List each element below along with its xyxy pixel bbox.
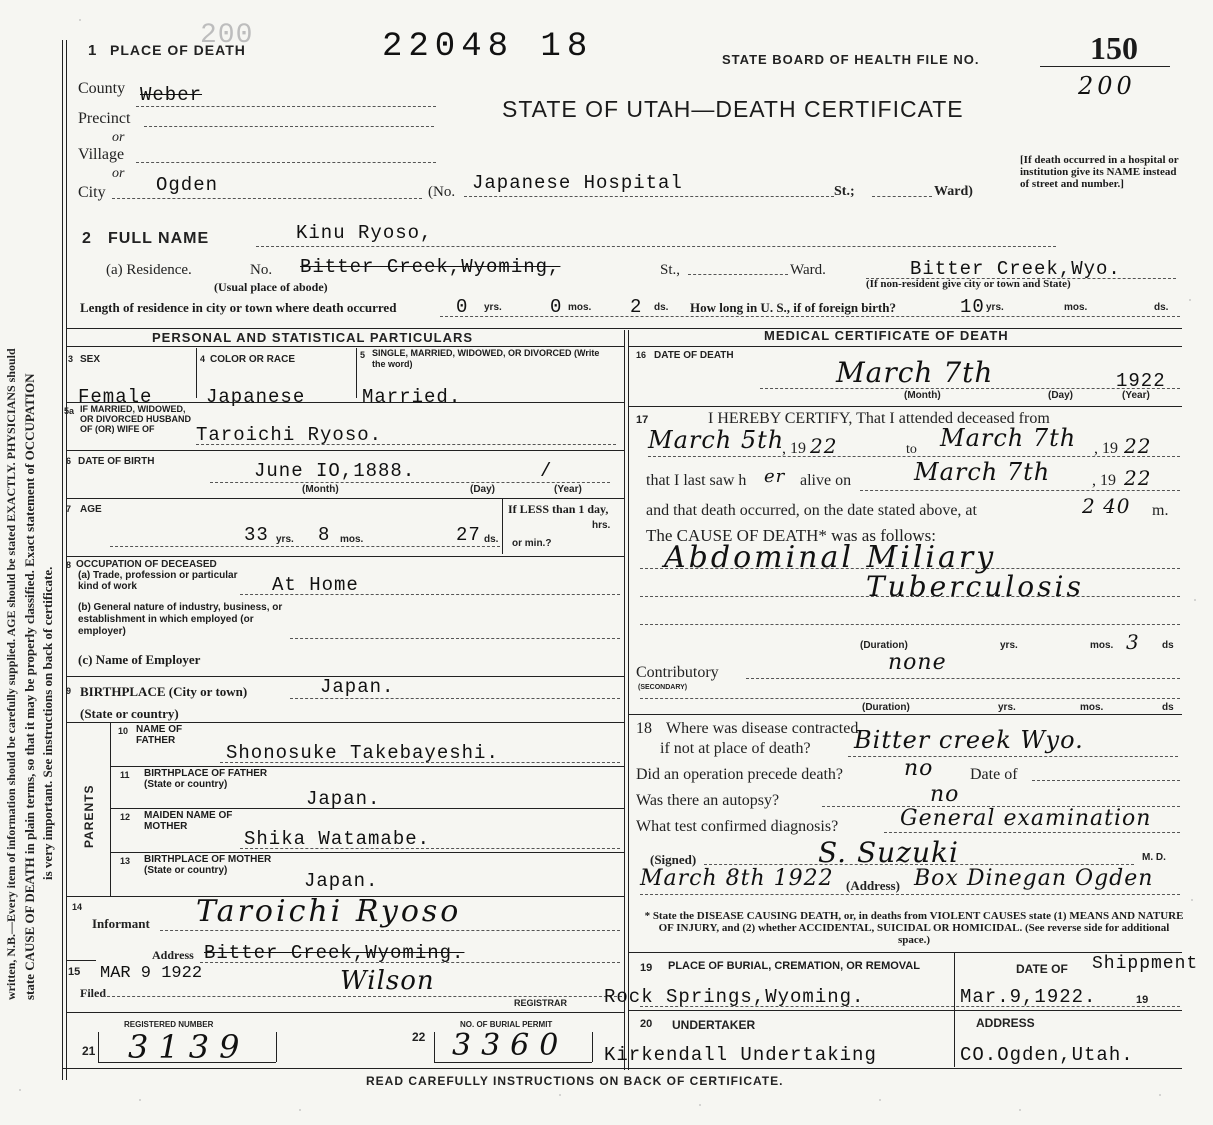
certify-text: I HEREBY CERTIFY, That I attended deceased from xyxy=(708,410,1050,427)
margin-note-1: written, N.B.—Every item of information should be carefully supplied. AGE should be stated EXACTLY. PHYSICIANS should xyxy=(4,348,18,1000)
us-ds-label: ds. xyxy=(1154,302,1169,313)
if-not-label: if not at place of death? xyxy=(660,740,811,757)
last-saw-label: that I last saw h xyxy=(646,472,747,489)
mother-bp-value: Japan. xyxy=(304,870,379,892)
residence-ward-label: Ward. xyxy=(790,262,826,278)
test-value: General examination xyxy=(900,806,1152,831)
num-3: 3 xyxy=(68,354,74,364)
autopsy-value: no xyxy=(930,782,960,807)
undertaker-value: Kirkendall Undertaking xyxy=(604,1044,877,1066)
burial-permit-value: 3360 xyxy=(452,1028,569,1063)
undertaker-address: CO.Ogden,Utah. xyxy=(960,1044,1134,1066)
or-min-label: or min.? xyxy=(512,538,552,549)
county-label: County xyxy=(78,80,126,97)
residence-label: (a) Residence. xyxy=(106,262,192,278)
duration-ds-value: 3 xyxy=(1126,630,1140,654)
burial-permit-label: NO. OF BURIAL PERMIT xyxy=(460,1020,553,1029)
st-label: St.; xyxy=(834,184,855,199)
undertaker-address-label: ADDRESS xyxy=(976,1016,1035,1030)
num-7: 7 xyxy=(66,504,72,514)
burial-date-extra: Shippment xyxy=(1092,954,1199,974)
birthplace-label: BIRTHPLACE (City or town) xyxy=(80,684,248,699)
cause-line-1: Abdominal Miliary xyxy=(664,540,997,575)
burial-date-label: DATE OF xyxy=(1016,962,1068,976)
footer-instructions: READ CAREFULLY INSTRUCTIONS ON BACK OF CERTIFICATE. xyxy=(366,1074,784,1088)
age-label: AGE xyxy=(80,504,102,515)
occupation-value: At Home xyxy=(272,574,359,596)
autopsy-label: Was there an autopsy? xyxy=(636,792,780,809)
duration-mos-2: mos. xyxy=(1080,702,1104,713)
address-label: (Address) xyxy=(846,878,900,893)
contributory-label: Contributory xyxy=(636,664,719,681)
num-2: 2 xyxy=(82,230,91,247)
father-bp-label: BIRTHPLACE OF FATHER (State or country) xyxy=(144,768,268,790)
dob-year-label: (Year) xyxy=(554,484,582,495)
dob-value: June IO,1888. xyxy=(254,460,416,482)
place-of-death-label: PLACE OF DEATH xyxy=(110,42,246,58)
dod-year-label: (Year) xyxy=(1122,390,1150,401)
num-13: 13 xyxy=(120,856,131,866)
us-mos-label: mos. xyxy=(1064,302,1088,313)
date-of-label: Date of xyxy=(970,766,1018,783)
dob-month-label: (Month) xyxy=(302,484,339,495)
margin-note-3: is very important. See instructions on back of certificate. xyxy=(40,566,55,880)
mother-label: MAIDEN NAME OF MOTHER xyxy=(144,810,233,832)
dob-mark: / xyxy=(540,460,553,482)
age-ds-label: ds. xyxy=(484,534,499,545)
md-label: M. D. xyxy=(1142,852,1166,863)
registrar-signature: Wilson xyxy=(340,966,435,996)
dod-day-label: (Day) xyxy=(1048,390,1074,401)
date-of-death-label: DATE OF DEATH xyxy=(654,350,734,361)
alive-date: March 7th xyxy=(914,458,1051,486)
attended-from-year: 22 xyxy=(810,434,838,458)
num-10: 10 xyxy=(118,726,129,736)
duration-yrs-1: yrs. xyxy=(1000,640,1018,651)
parents-label: PARENTS xyxy=(82,784,96,848)
village-label: Village xyxy=(78,146,125,163)
state-country-label: (State or country) xyxy=(80,706,179,721)
burial-19-label: 19 xyxy=(1136,994,1149,1006)
age-mos-label: mos. xyxy=(340,534,364,545)
stamp-number: 22048 18 xyxy=(382,28,594,66)
reg-num-label: REGISTERED NUMBER xyxy=(124,1020,214,1029)
length-ds-label: ds. xyxy=(654,302,669,313)
us-yrs: 10 xyxy=(960,296,985,318)
city-label: City xyxy=(78,184,106,201)
color-label: COLOR OR RACE xyxy=(210,354,295,365)
hospital-note: [If death occurred in a hospital or institution give its NAME instead of street and number.] xyxy=(1020,154,1179,190)
informant-label: Informant xyxy=(92,916,150,931)
length-mos: 0 xyxy=(550,296,563,318)
father-value: Shonosuke Takebayeshi. xyxy=(226,742,499,764)
num-16: 16 xyxy=(636,350,647,360)
last-saw-hand: er xyxy=(764,466,786,487)
file-no: 150 xyxy=(1090,30,1138,66)
death-certificate: written, N.B.—Every item of information should be carefully supplied. AGE should be stated EXACTLY. PHYSICIANS should state CAUSE OF DEATH in plain terms, so that it may be properly classified. Exact statement of OCCUPATION is very important. See instructions on back of certificate. 1 PLACE OF DEATH 200 22048 18 STATE BOARD OF HEALTH FILE NO. 150 200 STATE OF UTAH—DEATH CERTIFICATE County Weber Precinct or Village or City Ogden (No. Japanese Hospital St.; Ward) [If death occurred in a hospital or institution give its NAME instead of street and number.] 2 FULL NAME Kinu Ryoso, (a) Residence. No. Bitter Creek,Wyoming, St., Ward. Bitter Creek,Wyo. (Usual place of abode) (If non-resident give city or town and State) Length of residence in city or town where death occurred 0 yrs. 0 mos. 2 ds. How long in U. S., if of foreign birth? 10 yrs. mos. ds. PERSONAL AND STATISTICAL PARTICULARS 3 SEX 4 COLOR OR RACE 5 SINGLE, MARRIED, WIDOWED, OR DIVORCED (Write the word) Female Japanese Married. 5a IF MARRIED, WIDOWED, OR DIVORCED HUSBAND OF (OR) WIFE OF Taroichi Ryoso. 6 DATE OF BIRTH June IO,1888. / (Month) (Day) (Year) 7 AGE 33 yrs. 8 mos. 27 ds. If LESS than 1 day, hrs. or min.? 8 OCCUPATION OF DECEASED (a) Trade, profession or particular kind of work At Home (b) General nature of industry, business, or establishment in which employed (or employer) (c) Name of Employer 9 BIRTHPLACE (City or town) Japan. (State or country) PARENTS 10 NAME OF FATHER Shonosuke Takebayeshi. 11 BIRTHPLACE OF FATHER (State or country) Japan. 12 MAIDEN NAME OF MOTHER Shika Watamabe. 13 BIRTHPLACE OF MOTHER (State or country) Japan. 14 Informant Taroichi Ryoso Address Bitter Creek,Wyoming. 15 MAR 9 1922 Filed Wilson REGISTRAR REGISTERED NUMBER NO. OF BURIAL PERMIT 21 3139 22 3360 MEDICAL CERTIFICATE OF DEATH 16 DATE OF DEATH March 7th 1922 (Month) (Day) (Year) 17 I HEREBY CERTIFY, That I attended deceased from March 5th , 19 22 to March 7th , 19 22 that I last saw h er alive on March 7th , 19 22 and that death occurred, on the date stated above, at 2 40 m. The CAUSE OF DEATH* was as follows: Abdominal Miliary Tuberculosis (Duration) yrs. mos. 3 ds Contributory (SECONDARY) none (Duration) yrs. mos. ds 18 Where was disease contracted if not at place of death? Bitter creek Wyo. Did an operation precede death? no Date of Was there an autopsy? no What test confirmed diagnosis? General examination (Signed) S. Suzuki M. D. March 8th 1922 (Address) Box Dinegan Ogden * State the DISEASE CAUSING DEATH, or, in deaths from VIOLENT CAUSES state (1) MEANS AND NATURE OF INJURY, and (2) whether ACCIDENTAL, SUICIDAL OR HOMICIDAL. (See reverse side for additional space.) 19 PLACE OF BURIAL, CREMATION, OR REMOVAL DATE OF Shippment Rock Springs,Wyoming. Mar.9,1922. 19 20 UNDERTAKER ADDRESS Kirkendall Undertaking CO.Ogden,Utah. READ CAREFULLY INSTRUCTIONS ON BACK OF CERTIFICATE. xyxy=(0,0,1213,1125)
num-21: 21 xyxy=(82,1044,96,1058)
margin-note-2: state CAUSE OF DEATH in plain terms, so that it may be properly classified. Exact statement of OCCUPATION xyxy=(22,373,37,1000)
num-5: 5 xyxy=(360,350,366,360)
reg-num-value: 3139 xyxy=(128,1028,250,1066)
filed-label: Filed xyxy=(80,986,106,1000)
pm-label: m. xyxy=(1152,502,1169,519)
father-bp-value: Japan. xyxy=(306,788,381,810)
mother-value: Shika Watamabe. xyxy=(244,828,431,850)
occupation-b-label: (b) General nature of industry, business, or establishment in which employed (or employer) xyxy=(78,602,283,637)
num-14: 14 xyxy=(72,902,83,912)
spouse-value: Taroichi Ryoso. xyxy=(196,424,383,446)
operation-label: Did an operation precede death? xyxy=(636,766,844,783)
spouse-label: IF MARRIED, WIDOWED, OR DIVORCED HUSBAND OF (OR) WIFE OF xyxy=(80,404,192,434)
footnote: * State the DISEASE CAUSING DEATH, or, in deaths from VIOLENT CAUSES state (1) MEANS AND NATURE OF INJURY, and (2) whether ACCIDENTAL, SUICIDAL OR HOMICIDAL. (See reverse side for additional space.) xyxy=(644,910,1184,946)
informant-signature: Taroichi Ryoso xyxy=(196,894,462,929)
faint-number: 200 xyxy=(200,20,254,51)
num-22: 22 xyxy=(412,1030,426,1044)
sex-value: Female xyxy=(78,386,153,408)
num-4: 4 xyxy=(200,354,206,364)
signed-label: (Signed) xyxy=(650,852,697,867)
age-yrs: 33 xyxy=(244,524,269,546)
alive-on-label: alive on xyxy=(800,472,852,489)
mother-bp-label: BIRTHPLACE OF MOTHER (State or country) xyxy=(144,854,272,876)
num-1: 1 xyxy=(88,42,97,59)
birthplace-value: Japan. xyxy=(320,676,395,698)
race-value: Japanese xyxy=(206,386,306,408)
age-ds: 27 xyxy=(456,524,481,546)
medical-header: MEDICAL CERTIFICATE OF DEATH xyxy=(764,328,1009,343)
cause-label: The CAUSE OF DEATH* was as follows: xyxy=(646,526,936,545)
residence-nonres-value: Bitter Creek,Wyo. xyxy=(910,258,1121,280)
full-name-value: Kinu Ryoso, xyxy=(296,222,433,244)
length-yrs-label: yrs. xyxy=(484,302,502,313)
nonres-note: (If non-resident give city or town and State) xyxy=(866,278,1071,290)
father-label: NAME OF FATHER xyxy=(136,724,183,746)
physician-address: Box Dinegan Ogden xyxy=(914,866,1154,891)
physician-signature: S. Suzuki xyxy=(818,836,959,869)
duration-mos-1: mos. xyxy=(1090,640,1114,651)
num-15: 15 xyxy=(68,966,81,978)
burial-place-label: PLACE OF BURIAL, CREMATION, OR REMOVAL xyxy=(668,960,920,972)
num-18: 18 xyxy=(636,720,652,737)
residence-value: Bitter Creek,Wyoming, xyxy=(300,256,561,278)
burial-date-value: Mar.9,1922. xyxy=(960,986,1097,1008)
no-label: (No. xyxy=(428,184,456,200)
where-contracted-label: Where was disease contracted xyxy=(666,720,859,737)
operation-value: no xyxy=(904,756,934,781)
attended-to-label: to xyxy=(906,442,917,457)
occupation-a-label: (a) Trade, profession or particular kind of work xyxy=(78,570,238,592)
num-20: 20 xyxy=(640,1018,653,1030)
num-11: 11 xyxy=(120,770,130,780)
residence-no-label: No. xyxy=(250,262,273,278)
filed-stamp: MAR 9 1922 xyxy=(100,964,203,983)
length-mos-label: mos. xyxy=(568,302,592,313)
duration-ds-1: ds xyxy=(1162,640,1174,651)
num-9: 9 xyxy=(66,686,72,696)
alive-year: 22 xyxy=(1124,466,1152,490)
ward-label: Ward) xyxy=(934,184,973,199)
dod-month-label: (Month) xyxy=(904,390,941,401)
num-17: 17 xyxy=(636,414,649,426)
secondary-label: (SECONDARY) xyxy=(638,684,688,691)
num-12: 12 xyxy=(120,812,131,822)
attended-to: March 7th xyxy=(940,424,1077,452)
hrs-label: hrs. xyxy=(592,520,611,531)
contributory-value: none xyxy=(888,650,947,675)
dob-day-label: (Day) xyxy=(470,484,496,495)
marital-label: SINGLE, MARRIED, WIDOWED, OR DIVORCED (Write the word) xyxy=(372,348,600,369)
employer-label: (c) Name of Employer xyxy=(78,652,201,667)
or-label-1: or xyxy=(112,130,125,145)
duration-label-2: (Duration) xyxy=(862,702,910,713)
death-occurred-label: and that death occurred, on the date stated above, at xyxy=(646,502,977,519)
duration-yrs-2: yrs. xyxy=(998,702,1016,713)
less-day-label: If LESS than 1 day, xyxy=(508,502,609,516)
usual-abode-note: (Usual place of abode) xyxy=(214,280,328,294)
date-of-death-value: March 7th xyxy=(836,356,994,389)
num-8: 8 xyxy=(66,560,72,570)
duration-ds-2: ds xyxy=(1162,702,1174,713)
num-6: 6 xyxy=(66,456,72,466)
personal-header: PERSONAL AND STATISTICAL PARTICULARS xyxy=(152,330,474,345)
marital-value: Married. xyxy=(362,386,462,408)
us-yrs-label: yrs. xyxy=(986,302,1004,313)
age-mos: 8 xyxy=(318,524,331,546)
duration-label-1: (Duration) xyxy=(860,640,908,651)
informant-address-label: Address xyxy=(152,948,194,962)
test-label: What test confirmed diagnosis? xyxy=(636,818,839,835)
cause-line-2: Tuberculosis xyxy=(866,570,1084,603)
sex-label: SEX xyxy=(80,354,101,365)
signed-date: March 8th 1922 xyxy=(640,866,834,891)
registrar-label: REGISTRAR xyxy=(514,998,568,1008)
city-value: Ogden xyxy=(156,174,219,196)
dob-label: DATE OF BIRTH xyxy=(78,456,155,467)
county-value: Weber xyxy=(140,84,203,106)
file-no-label: STATE BOARD OF HEALTH FILE NO. xyxy=(722,52,980,67)
where-contracted-value: Bitter creek Wyo. xyxy=(854,726,1084,754)
residence-st-label: St., xyxy=(660,262,681,278)
age-yrs-label: yrs. xyxy=(276,534,294,545)
length-residence-label: Length of residence in city or town where death occurred xyxy=(80,300,397,315)
undertaker-label: UNDERTAKER xyxy=(672,1018,756,1032)
attended-to-year: 22 xyxy=(1124,434,1152,458)
num-19: 19 xyxy=(640,962,653,974)
occupation-label: OCCUPATION OF DECEASED xyxy=(76,559,217,570)
or-label-2: or xyxy=(112,166,125,181)
num-5a: 5a xyxy=(64,406,75,416)
attended-from: March 5th xyxy=(648,426,785,454)
length-ds: 2 xyxy=(630,296,643,318)
precinct-label: Precinct xyxy=(78,110,131,127)
full-name-label: FULL NAME xyxy=(108,230,210,247)
hospital-value: Japanese Hospital xyxy=(472,172,683,194)
date-of-death-year: 1922 xyxy=(1116,370,1166,392)
file-no-hand: 200 xyxy=(1078,72,1136,100)
burial-place-value: Rock Springs,Wyoming. xyxy=(604,986,865,1008)
informant-address: Bitter Creek,Wyoming. xyxy=(204,942,465,964)
us-label: How long in U. S., if of foreign birth? xyxy=(690,300,896,315)
length-yrs: 0 xyxy=(456,296,469,318)
certificate-title: STATE OF UTAH—DEATH CERTIFICATE xyxy=(502,96,964,122)
death-time: 2 40 xyxy=(1082,494,1131,518)
